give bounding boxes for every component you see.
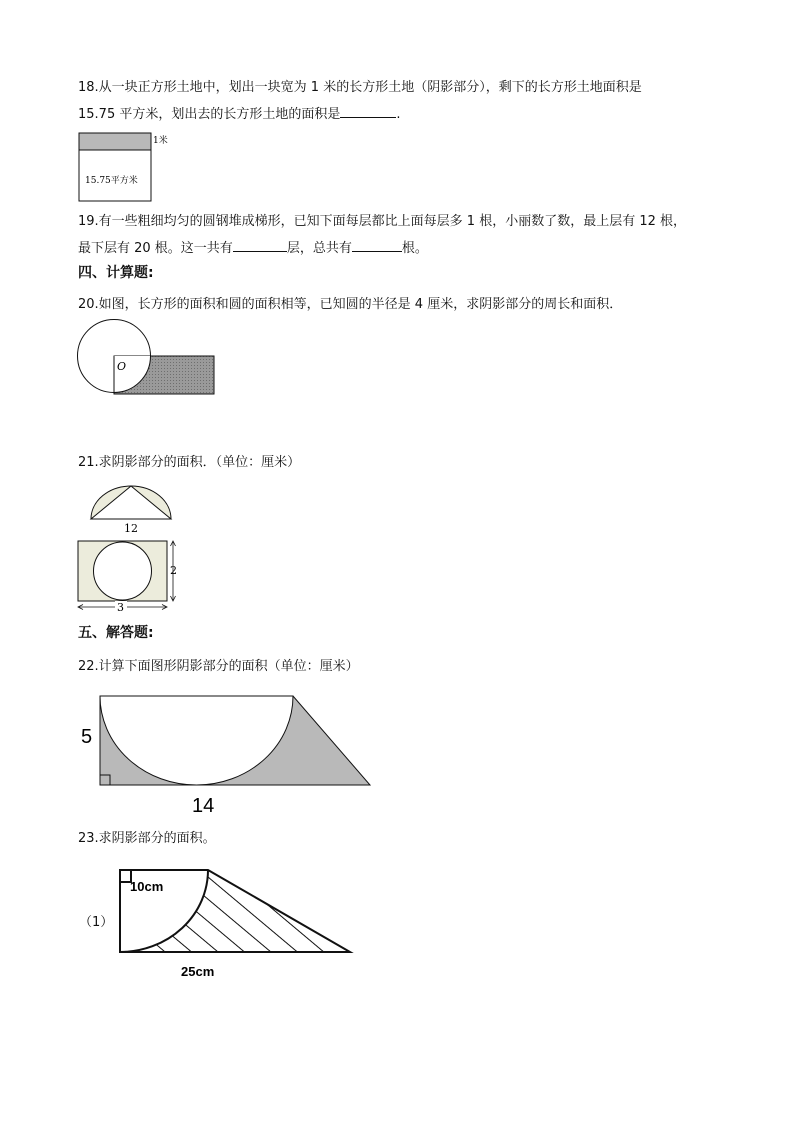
q21-diameter-label: 12: [124, 522, 138, 535]
q19-layers-blank[interactable]: [233, 239, 287, 252]
q19-line2-c: 根。: [401, 241, 428, 256]
q19-text-line1: 19.有一些粗细均匀的圆钢堆成梯形，已知下面每层都比上面每层多 1 根，小丽数了数，最上层有 12 根，: [78, 214, 687, 229]
q22-text: 22.计算下面图形阴影部分的面积（单位：厘米）: [78, 659, 359, 674]
q19-text-line2: [78, 239, 428, 257]
q19-line2-a: 最下层有 20 根。这一共有: [78, 241, 233, 256]
q23-base-label: 25cm: [181, 964, 215, 979]
q20-center-label: O: [117, 360, 127, 373]
q22-figure: [76, 688, 376, 816]
q18-text-line2: [78, 105, 401, 123]
q21-height-label: 2: [170, 564, 177, 577]
q18-figure: [78, 130, 188, 205]
q20-text: 20.如图，长方形的面积和圆的面积相等，已知圆的半径是 4 厘米，求阴影部分的周长和面积．: [78, 297, 623, 312]
q18-text-line1: 18.从一块正方形土地中，划出一块宽为 1 米的长方形土地（阴影部分），剩下的长方形土地面积是: [78, 80, 642, 95]
q23-text: 23.求阴影部分的面积。: [78, 831, 216, 846]
q18-line2-text: 15.75 平方米，划出去的长方形土地的面积是: [78, 107, 341, 122]
q18-shaded-strip: [79, 133, 151, 150]
q19-line2-b: 层，总共有: [286, 241, 352, 256]
q21-text: 21.求阴影部分的面积．（单位：厘米）: [78, 455, 301, 470]
q18-line2-end: .: [396, 107, 401, 122]
q18-width-label: 1米: [153, 136, 168, 146]
q21-figure-rectangle: [76, 538, 186, 620]
q23-sub-label: （1）: [79, 915, 114, 930]
q21-figure-semicircle: [84, 478, 179, 536]
q18-area-label: 15.75平方米: [85, 176, 138, 186]
section-4-heading: 四、计算题:: [78, 265, 154, 281]
section-5-heading: 五、解答题:: [78, 625, 154, 641]
q18-answer-blank[interactable]: [340, 105, 396, 118]
q22-height-label: 5: [81, 726, 93, 748]
q23-figure: [110, 862, 360, 984]
q20-figure: [76, 322, 221, 400]
q19-total-blank[interactable]: [352, 239, 402, 252]
q22-base-label: 14: [192, 795, 215, 817]
q21-width-label: 3: [117, 601, 124, 614]
q23-side-label: 10cm: [130, 879, 164, 894]
q21-circle: [94, 542, 152, 600]
